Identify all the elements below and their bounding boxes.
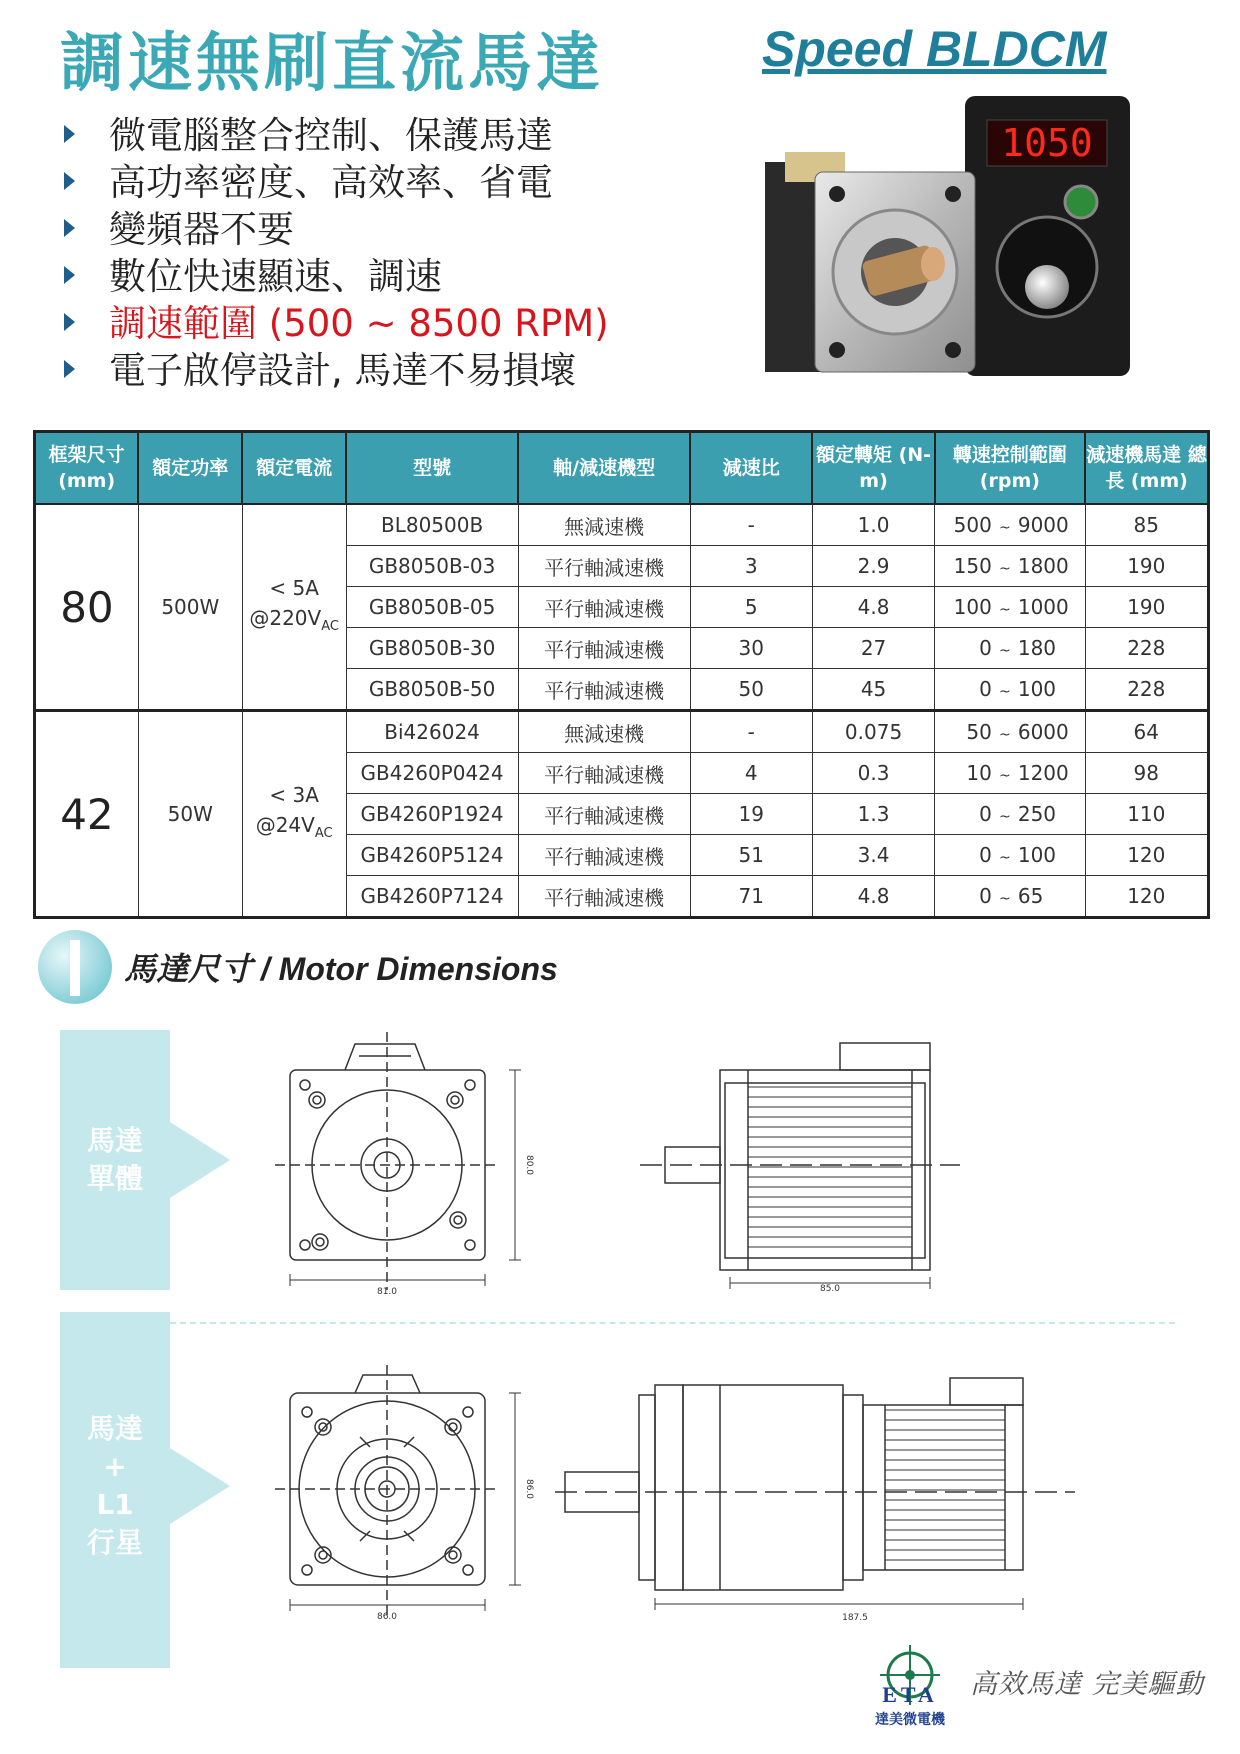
svg-text:ETA: ETA [882,1682,938,1707]
feature-item: 高功率密度、高效率、省電 [64,159,609,206]
feature-list [64,112,609,394]
cell-speed-range: 0 ~ 250 [935,794,1085,835]
table-row [35,711,1209,753]
table-header-row [35,432,1209,505]
panel-label-motor: 馬達 單體 [60,1030,170,1290]
feature-item: 電子啟停設計, 馬達不易損壞 [64,347,609,394]
speed-display: 1050 [1001,121,1093,165]
eta-logo [870,1640,970,1740]
divider [170,1322,1175,1324]
cell-model: GB4260P1924 [346,794,518,835]
cell-gearbox-type: 無減速機 [518,504,690,546]
cell-rated-current: < 5A $@220V_{AC}$ [242,504,346,711]
cell-torque: 27 [812,628,934,669]
cell-model: Bi426024 [346,711,518,753]
cell-total-length: 228 [1085,669,1208,711]
cell-gearbox-type: 平行軸減速機 [518,794,690,835]
table-row [35,504,1209,546]
cell-speed-range: 0 ~ 100 [935,835,1085,876]
slogan: 高效馬達 完美驅動 [970,1669,1204,1700]
cell-torque: 0.075 [812,711,934,753]
header-model: 型號 [346,432,518,505]
header-rated-current: 額定電流 [242,432,346,505]
cell-total-length: 98 [1085,753,1208,794]
cell-torque: 0.3 [812,753,934,794]
cell-speed-range: 0 ~ 65 [935,876,1085,918]
cell-rated-power: 50W [138,711,242,918]
cell-ratio: 4 [690,753,812,794]
cell-model: GB8050B-03 [346,546,518,587]
cell-torque: 1.0 [812,504,934,546]
cell-gearbox-type: 無減速機 [518,711,690,753]
cell-rated-current: < 3A $@24V_{AC}$ [242,711,346,918]
cell-ratio: 50 [690,669,812,711]
cell-ratio: - [690,504,812,546]
svg-text:80.0: 80.0 [524,1154,534,1176]
cell-rated-power: 500W [138,504,242,711]
page-title: 調速無刷直流馬達 [60,27,604,101]
cell-speed-range: 500 ~ 9000 [935,504,1085,546]
header-rated-power: 額定功率 [138,432,242,505]
bullet-triangle-icon [64,313,75,331]
cell-torque: 2.9 [812,546,934,587]
header-speed-range: 轉速控制範圍 (rpm) [935,432,1085,505]
cell-ratio: 51 [690,835,812,876]
bullet-triangle-icon [64,125,75,143]
cell-gearbox-type: 平行軸減速機 [518,546,690,587]
cell-total-length: 85 [1085,504,1208,546]
panel-label-motor-gearbox: 馬達 + L1 行星 [60,1312,170,1668]
cell-gearbox-type: 平行軸減速機 [518,669,690,711]
front-view-drawing-1 [275,1030,535,1300]
svg-text:85.0: 85.0 [819,1284,841,1294]
spec-table [33,430,1210,919]
feature-item: 微電腦整合控制、保護馬達 [64,112,609,159]
cell-gearbox-type: 平行軸減速機 [518,587,690,628]
bullet-triangle-icon [64,172,75,190]
cell-gearbox-type: 平行軸減速機 [518,753,690,794]
svg-text:86.0: 86.0 [524,1478,534,1500]
cell-speed-range: 0 ~ 100 [935,669,1085,711]
cell-speed-range: 10 ~ 1200 [935,753,1085,794]
product-photo [725,92,1145,412]
cell-gearbox-type: 平行軸減速機 [518,835,690,876]
cell-model: GB4260P0424 [346,753,518,794]
feature-item-highlight: 調速範圍 (500 ~ 8500 RPM) [64,300,609,347]
page-title-english: Speed BLDCM [762,21,1107,77]
feature-item: 變頻器不要 [64,206,609,253]
cell-model: GB8050B-30 [346,628,518,669]
cell-torque: 4.8 [812,587,934,628]
cell-model: GB8050B-05 [346,587,518,628]
cell-ratio: 71 [690,876,812,918]
header-total-length: 減速機馬達 總長 (mm) [1085,432,1208,505]
cell-speed-range: 0 ~ 180 [935,628,1085,669]
cell-total-length: 190 [1085,587,1208,628]
bullet-triangle-icon [64,219,75,237]
svg-text:86.0: 86.0 [376,1612,398,1622]
svg-text:187.5: 187.5 [842,1613,868,1623]
cell-ratio: 5 [690,587,812,628]
arrow-stem [160,1471,182,1501]
cell-speed-range: 50 ~ 6000 [935,711,1085,753]
cell-speed-range: 100 ~ 1000 [935,587,1085,628]
cell-ratio: 3 [690,546,812,587]
cell-torque: 1.3 [812,794,934,835]
arrow-stem [160,1145,182,1175]
bullet-triangle-icon [64,360,75,378]
cell-frame-size: 42 [35,711,139,918]
header-ratio: 減速比 [690,432,812,505]
side-view-drawing-1 [640,1035,970,1295]
section-marker-bar [70,940,80,996]
header-torque: 額定轉矩 (N-m) [812,432,934,505]
cell-frame-size: 80 [35,504,139,711]
cell-model: BL80500B [346,504,518,546]
cell-model: GB8050B-50 [346,669,518,711]
cell-total-length: 120 [1085,876,1208,918]
cell-torque: 3.4 [812,835,934,876]
cell-ratio: - [690,711,812,753]
cell-total-length: 120 [1085,835,1208,876]
feature-item: 數位快速顯速、調速 [64,253,609,300]
cell-ratio: 19 [690,794,812,835]
header-frame-size: 框架尺寸 (mm) [35,432,139,505]
cell-model: GB4260P7124 [346,876,518,918]
header-gearbox-type: 軸/減速機型 [518,432,690,505]
cell-torque: 4.8 [812,876,934,918]
front-view-drawing-2 [275,1365,535,1630]
cell-torque: 45 [812,669,934,711]
cell-total-length: 64 [1085,711,1208,753]
cell-total-length: 228 [1085,628,1208,669]
svg-text:81.0: 81.0 [376,1287,398,1297]
cell-gearbox-type: 平行軸減速機 [518,628,690,669]
cell-gearbox-type: 平行軸減速機 [518,876,690,918]
section-title: 馬達尺寸 / Motor Dimensions [124,951,558,987]
side-view-drawing-2 [555,1370,1085,1625]
cell-model: GB4260P5124 [346,835,518,876]
cell-speed-range: 150 ~ 1800 [935,546,1085,587]
cell-ratio: 30 [690,628,812,669]
cell-total-length: 110 [1085,794,1208,835]
bullet-triangle-icon [64,266,75,284]
svg-text:達美微電機: 達美微電機 [875,1712,945,1728]
cell-total-length: 190 [1085,546,1208,587]
